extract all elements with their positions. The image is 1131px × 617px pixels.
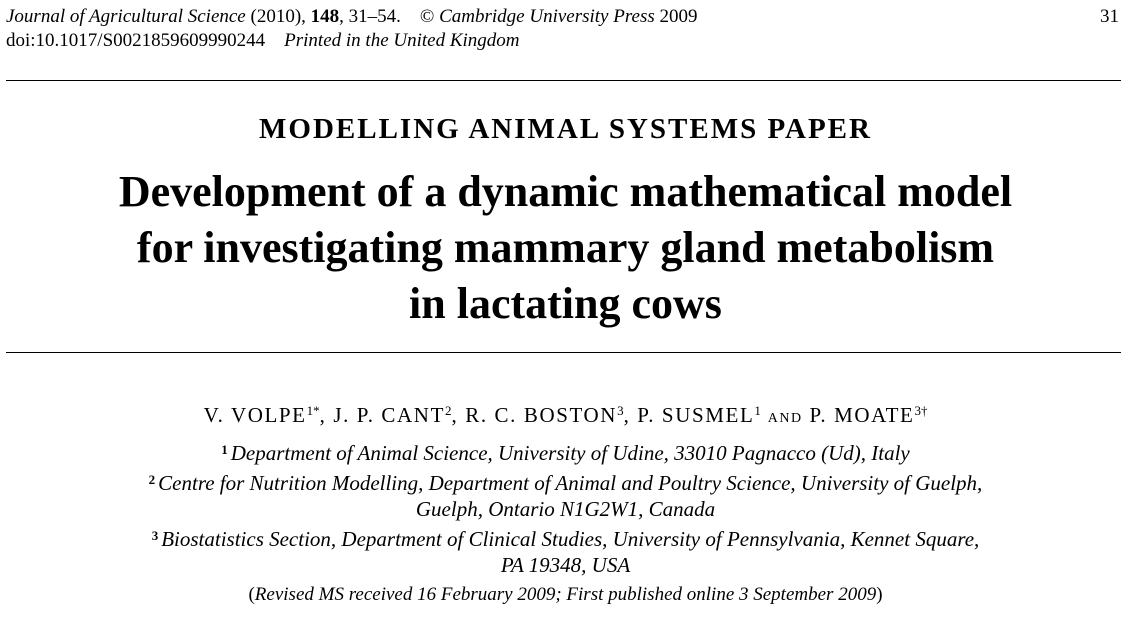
author-name: P. SUSMEL — [637, 403, 755, 427]
affiliation-text: Biostatistics Section, Department of Clinical Studies, University of Pennsylvania, Kennet Square, — [161, 526, 980, 551]
affiliation-line — [0, 467, 1131, 497]
author-affiliation-mark: 2 — [445, 403, 452, 418]
header-divider — [6, 80, 1121, 81]
printed-location: Printed in the United Kingdom — [284, 30, 520, 51]
paper-title — [0, 164, 1131, 332]
affiliation-number: 2 — [148, 471, 156, 487]
affiliation-text: Department of Animal Science, University of Udine, 33010 Pagnacco (Ud), Italy — [230, 441, 910, 465]
author-affiliation-mark: 3 — [617, 403, 624, 418]
title-line: Development of a dynamic mathematical model — [118, 167, 1013, 216]
author-affiliation-mark: 3† — [914, 403, 928, 418]
journal-volume: 148 — [310, 6, 340, 27]
section-label: MODELLING ANIMAL SYSTEMS PAPER — [259, 113, 872, 145]
author-affiliation-mark: 1 — [754, 403, 761, 418]
author-list: V. $VOLPE^{1*}$, J. P. CANT$^2$, R. C. BOSTON$^3$, P. SUSMEL$^1$ AND P. $MOATE^{3\dagger}$ — [203, 403, 928, 427]
journal-name: Journal of Agricultural Science — [6, 6, 246, 27]
copyright-symbol: © — [419, 6, 435, 27]
author-name: J. P. CANT — [333, 403, 446, 427]
revision-open-paren: ( — [248, 584, 255, 605]
affiliation-line — [0, 496, 1131, 523]
revision-dates — [0, 582, 1131, 608]
author-affiliation-mark: 1* — [306, 403, 320, 418]
author-name: V. VOLPE — [203, 403, 307, 427]
copyright-year: 2009 — [659, 6, 698, 27]
affiliations — [0, 437, 1131, 579]
publisher-name: Cambridge University Press — [439, 6, 655, 27]
revision-text: Revised MS received 16 February 2009; First published online 3 September 2009 — [254, 584, 877, 605]
author-conjunction: AND — [767, 411, 803, 426]
title-line: for investigating mammary gland metabolism — [136, 223, 995, 272]
affiliation-text: Centre for Nutrition Modelling, Department of Animal and Poultry Science, University of Guelph, — [158, 470, 983, 495]
affiliation-line — [0, 552, 1131, 579]
affiliation-text: PA 19348, USA — [500, 553, 631, 577]
affiliation-number: 3 — [151, 527, 159, 543]
title-line: in lactating cows — [409, 279, 722, 328]
revision-close-paren: ) — [876, 584, 883, 605]
affiliation-line — [0, 437, 1131, 467]
page-number: 31 — [1100, 6, 1119, 27]
journal-header — [6, 5, 1123, 53]
journal-pages: , 31–54. — [339, 6, 401, 27]
title-divider — [6, 352, 1121, 353]
author-name: R. C. BOSTON — [465, 403, 618, 427]
affiliation-line — [0, 523, 1131, 553]
doi-line — [6, 29, 1123, 53]
citation-line — [6, 5, 1123, 29]
journal-year: (2010), — [250, 6, 306, 27]
affiliation-number: 1 — [221, 442, 228, 457]
affiliation-text: Guelph, Ontario N1G2W1, Canada — [415, 497, 716, 521]
doi: doi:10.1017/S0021859609990244 — [6, 30, 266, 51]
author-name: P. MOATE — [809, 403, 915, 427]
